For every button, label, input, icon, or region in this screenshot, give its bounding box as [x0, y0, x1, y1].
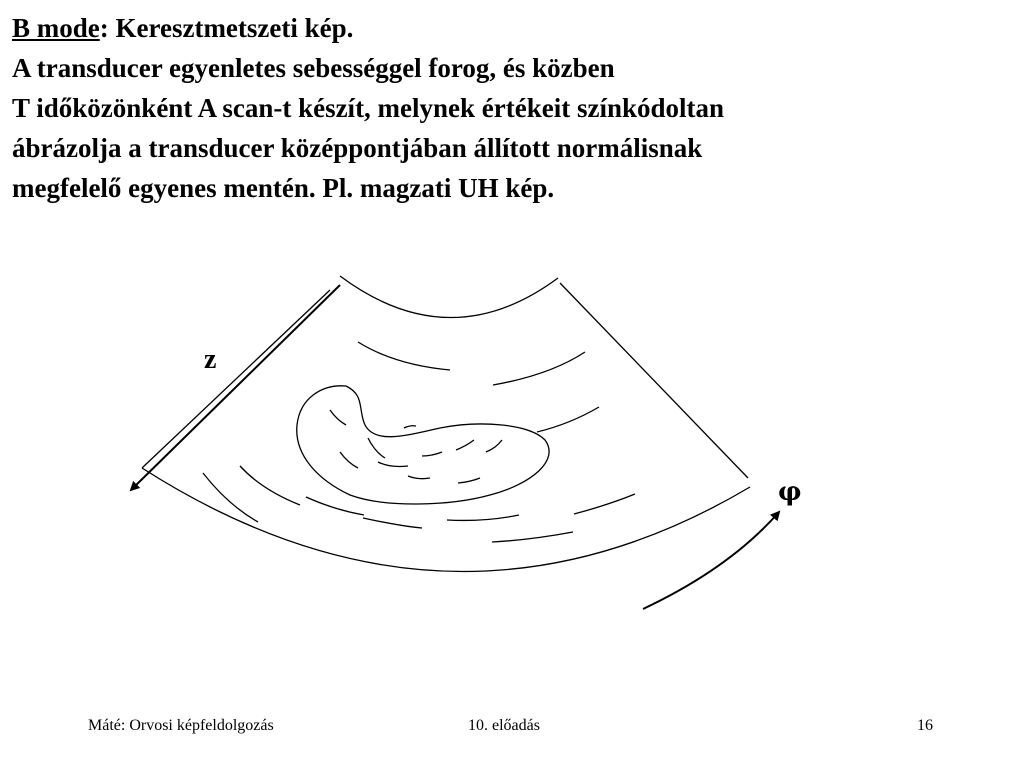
echo-line — [447, 515, 519, 520]
echo-line — [537, 407, 599, 432]
echo-line — [574, 494, 635, 514]
inner-dash — [408, 476, 430, 479]
inner-dash — [340, 452, 358, 468]
scan-sector — [142, 276, 750, 571]
transducer-arc — [340, 276, 558, 318]
body-line-3: ábrázolja a transducer középpontjában állított normálisnak — [12, 133, 703, 163]
echo-line — [203, 473, 258, 522]
rotation-angle-label: φ — [778, 477, 802, 507]
inner-dash — [422, 452, 442, 456]
echo-line — [492, 532, 573, 542]
sector-right-edge — [560, 283, 748, 478]
depth-axis-label: z — [204, 344, 217, 375]
footer-page-number: 16 — [917, 717, 933, 734]
fetus-outline — [297, 386, 549, 504]
far-field-arc — [142, 468, 750, 571]
echo-line — [358, 342, 450, 370]
rotation-angle-arrow — [643, 512, 779, 609]
echo-line — [240, 466, 300, 505]
body-line-2: T időközönként A scan-t készít, melynek értékeit színkódoltan — [12, 93, 725, 123]
inner-dash — [458, 478, 480, 483]
inner-dash — [330, 410, 346, 425]
b-mode-definition: : Keresztmetszeti kép. — [99, 13, 354, 43]
footer-author-course: Máté: Orvosi képfeldolgozás — [88, 717, 274, 734]
depth-axis-arrow — [131, 285, 340, 490]
sector-left-edge — [142, 290, 330, 468]
fetus-inner-dashes — [330, 410, 502, 483]
inner-dash — [456, 440, 474, 450]
inner-dash — [486, 440, 502, 452]
body-line-4: megfelelő egyenes mentén. Pl. magzati UH kép. — [12, 173, 555, 203]
inner-dash — [404, 426, 416, 428]
echo-line — [363, 518, 422, 528]
inner-dash — [378, 462, 408, 467]
echo-line — [493, 352, 585, 385]
inner-dash — [368, 438, 385, 458]
body-line-1: A transducer egyenletes sebességgel forog, és közben — [12, 53, 615, 83]
b-mode-term: B mode — [12, 13, 100, 43]
tissue-echo-lines — [203, 342, 635, 542]
footer-lecture: 10. előadás — [468, 717, 540, 734]
echo-line — [306, 497, 364, 515]
